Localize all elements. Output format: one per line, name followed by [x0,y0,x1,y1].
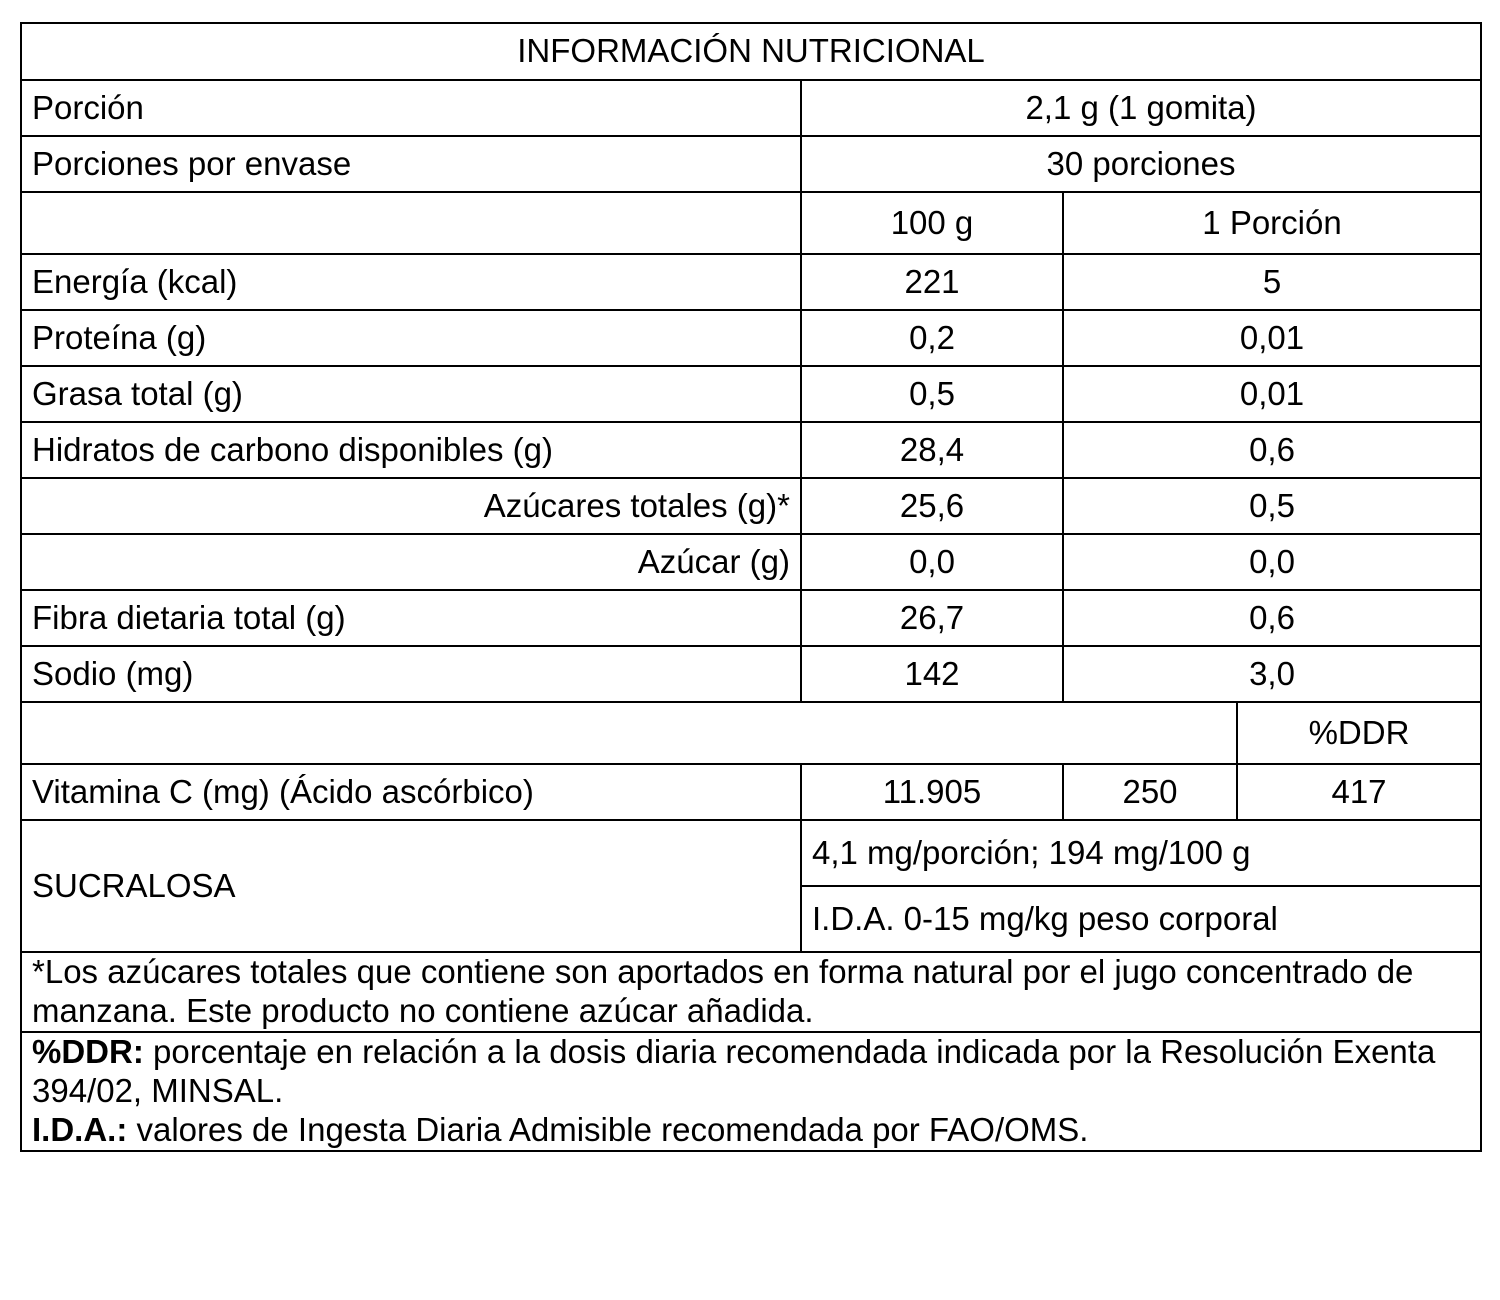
serving-label: Porción [21,80,801,136]
sucralosa-ida: I.D.A. 0-15 mg/kg peso corporal [801,886,1481,952]
nutrient-per-serving: 0,01 [1063,366,1481,422]
nutrient-label: Azúcares totales (g)* [21,478,801,534]
nutrient-label: Fibra dietaria total (g) [21,590,801,646]
servings-per-container-value: 30 porciones [801,136,1481,192]
nutrient-per-serving: 3,0 [1063,646,1481,702]
table-row-servings-per-container [21,136,1481,192]
note-ddr-line [32,1033,1470,1111]
nutrient-per-serving: 0,01 [1063,310,1481,366]
note-ida-term: I.D.A.: [32,1110,128,1148]
vitamin-c-label: Vitamina C (mg) (Ácido ascórbico) [21,764,801,820]
nutrient-per-serving: 0,6 [1063,422,1481,478]
note-legal [21,1032,1481,1151]
nutrition-facts-table [20,22,1482,1152]
table-title: INFORMACIÓN NUTRICIONAL [21,23,1481,80]
table-row [21,422,1481,478]
note-asterisk [21,952,1481,1032]
nutrient-per-100g: 0,0 [801,534,1063,590]
table-row [21,590,1481,646]
nutrient-per-100g: 221 [801,254,1063,310]
sucralosa-amount: 4,1 mg/porción; 194 mg/100 g [801,820,1481,886]
nutrient-per-serving: 0,0 [1063,534,1481,590]
table-row [21,366,1481,422]
nutrient-label: Energía (kcal) [21,254,801,310]
table-row [21,478,1481,534]
column-header-blank [21,192,801,254]
table-row-column-headers [21,192,1481,254]
nutrient-per-100g: 26,7 [801,590,1063,646]
nutrient-label: Sodio (mg) [21,646,801,702]
nutrient-label: Azúcar (g) [21,534,801,590]
table-row-sucralosa-amount [21,820,1481,886]
note-ida-line [32,1111,1470,1150]
nutrient-per-serving: 0,6 [1063,590,1481,646]
table-row-title [21,23,1481,80]
serving-value: 2,1 g (1 gomita) [801,80,1481,136]
note-ddr-term: %DDR: [32,1032,144,1070]
nutrient-per-100g: 142 [801,646,1063,702]
nutrient-per-100g: 28,4 [801,422,1063,478]
nutrient-label: Hidratos de carbono disponibles (g) [21,422,801,478]
column-header-per-serving: 1 Porción [1063,192,1481,254]
nutrient-label: Grasa total (g) [21,366,801,422]
nutrient-per-100g: 0,5 [801,366,1063,422]
table-row [21,254,1481,310]
vitamin-c-per-serving: 250 [1063,764,1237,820]
note-ddr-text: porcentaje en relación a la dosis diaria recomendada indicada por la Resolución Exenta 394/02, MINSAL. [32,1032,1436,1109]
table-row-note-asterisk [21,952,1481,1032]
table-row-vitamin-c [21,764,1481,820]
nutrient-per-100g: 25,6 [801,478,1063,534]
table-row-ddr-header [21,702,1481,764]
table-row [21,310,1481,366]
note-ida-text: valores de Ingesta Diaria Admisible recomendada por FAO/OMS. [127,1110,1089,1148]
vitamin-c-per-100g: 11.905 [801,764,1063,820]
table-row [21,534,1481,590]
table-row-note-legal [21,1032,1481,1151]
vitamin-c-ddr: 417 [1237,764,1481,820]
table-row-serving [21,80,1481,136]
column-header-ddr: %DDR [1237,702,1481,764]
nutrient-per-100g: 0,2 [801,310,1063,366]
column-header-per-100g: 100 g [801,192,1063,254]
servings-per-container-label: Porciones por envase [21,136,801,192]
table-row [21,646,1481,702]
nutrient-per-serving: 5 [1063,254,1481,310]
note-asterisk-text: *Los azúcares totales que contiene son aportados en forma natural por el jugo concentrado de manzana. Este producto no contiene azúcar añadida. [32,953,1414,1029]
ddr-header-blank [21,702,1237,764]
nutrient-per-serving: 0,5 [1063,478,1481,534]
sucralosa-label: SUCRALOSA [21,820,801,952]
nutrient-label: Proteína (g) [21,310,801,366]
